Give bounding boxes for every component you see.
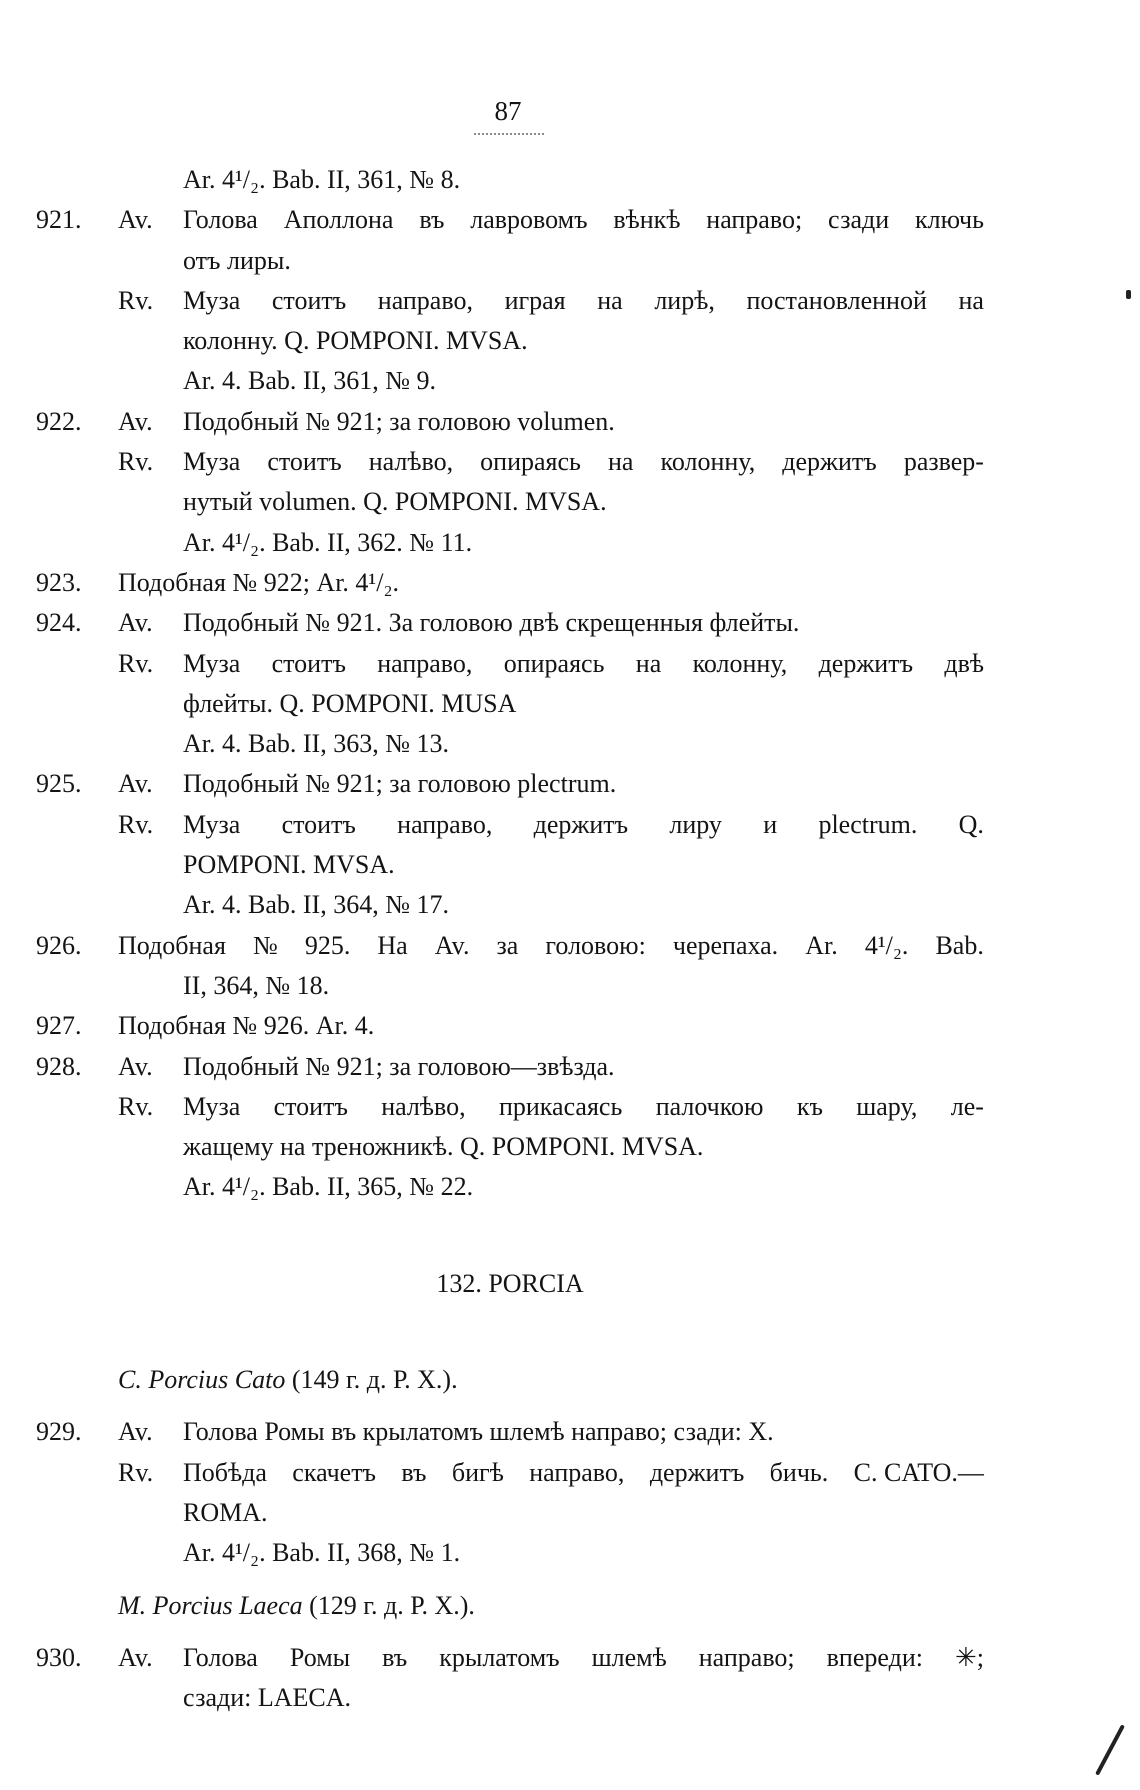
- coin-entries-block-2: [36, 1412, 984, 1573]
- entry-text: флейты. Q. POMPONI. MUSA: [183, 688, 517, 718]
- entry-line: [36, 361, 984, 401]
- word: C. CATO.—: [853, 1457, 984, 1487]
- word: впереди:: [826, 1642, 923, 1672]
- justified-text: [183, 805, 984, 845]
- entry-line: [36, 402, 984, 442]
- word: Муза: [183, 1091, 241, 1121]
- entry-text: нутый volumen. Q. POMPONI. MVSA.: [183, 487, 607, 517]
- entry-text: Подобный № 921; за головою—звѣзда.: [183, 1051, 615, 1081]
- word: направо;: [698, 1642, 795, 1672]
- side-label: Rv.: [118, 447, 154, 477]
- word: опираясь: [503, 648, 605, 678]
- word: стоитъ: [271, 648, 346, 678]
- moneyer-name: C. Porcius Cato: [118, 1365, 286, 1395]
- entry-text: отъ лиры.: [183, 245, 291, 275]
- entry-line: [36, 1638, 984, 1678]
- word: вѣнкѣ: [613, 205, 681, 235]
- entry-number: 924.: [36, 608, 82, 638]
- word: держитъ: [782, 447, 877, 477]
- word: держитъ: [818, 648, 914, 678]
- justified-text: [118, 926, 984, 966]
- entry-line: [36, 281, 984, 321]
- word: бичь.: [769, 1457, 829, 1487]
- entry-number: 928.: [36, 1051, 82, 1081]
- word: налѣво,: [368, 447, 454, 477]
- word: Подобная: [118, 930, 226, 960]
- word: прикасаясь: [498, 1091, 623, 1121]
- entry-number: 927.: [36, 1011, 82, 1041]
- entry-line: [36, 200, 984, 240]
- entry-line: [36, 805, 984, 845]
- entry-text: POMPONI. MVSA.: [183, 850, 395, 880]
- justified-text: [183, 644, 984, 684]
- entry-line: [36, 644, 984, 684]
- word: Аполлона: [283, 205, 394, 235]
- catalogue-text: [36, 160, 984, 1718]
- word: колонну,: [692, 648, 788, 678]
- entry-text: жащему на треножникѣ. Q. POMPONI. MVSA.: [183, 1132, 704, 1162]
- moneyer-dates: (129 г. д. Р. Х.).: [309, 1590, 475, 1620]
- entry-number: 925.: [36, 769, 82, 799]
- word: налѣво,: [381, 1091, 466, 1121]
- word: На: [377, 930, 408, 960]
- word: развер-: [903, 447, 984, 477]
- entry-text: сзади: LAECA.: [183, 1683, 352, 1713]
- side-label: Rv.: [118, 1091, 154, 1121]
- word: 925.: [304, 930, 351, 960]
- word: крылатомъ: [439, 1642, 560, 1672]
- word: направо;: [706, 205, 803, 235]
- entry-text: Подобный № 921; за головою volumen.: [183, 406, 615, 436]
- side-label: Rv.: [118, 285, 154, 315]
- justified-text: [183, 442, 984, 482]
- entry-number: 922.: [36, 406, 82, 436]
- entry-text: Ar. 4¹/₂. Bab. II, 361, № 8.: [183, 165, 461, 194]
- section-heading: 132. PORCIA: [436, 1268, 584, 1298]
- word: plectrum.: [818, 809, 918, 839]
- entry-line: [36, 966, 984, 1006]
- word: скачетъ: [292, 1457, 376, 1487]
- word: Ar.: [805, 930, 838, 960]
- side-label: Av.: [118, 769, 153, 799]
- word: Муза: [183, 285, 241, 315]
- word: палочкою: [655, 1091, 764, 1121]
- entry-text: Подобная № 926. Ar. 4.: [118, 1011, 375, 1041]
- entry-number: 930.: [36, 1642, 82, 1672]
- word: 4¹/₂.: [864, 930, 909, 960]
- word: на: [597, 285, 623, 315]
- entry-line: [36, 724, 984, 764]
- word: за: [496, 930, 519, 960]
- word: №: [252, 930, 278, 960]
- moneyer-name: M. Porcius Laeca: [118, 1590, 303, 1620]
- word: постановленной: [746, 285, 927, 315]
- word: двѣ: [944, 648, 984, 678]
- word: и: [763, 809, 778, 839]
- entry-text: II, 364, № 18.: [183, 970, 330, 1000]
- word: Q.: [958, 809, 984, 839]
- entry-line: [36, 523, 984, 563]
- entry-number: 921.: [36, 205, 82, 235]
- entry-line: [36, 1087, 984, 1127]
- entry-number: 929.: [36, 1417, 82, 1447]
- justified-text: [183, 1453, 984, 1493]
- word: стоитъ: [273, 1091, 348, 1121]
- word: Ромы: [289, 1642, 351, 1672]
- page-number-rule: [474, 133, 544, 135]
- justified-text: [183, 200, 984, 240]
- entry-number: 923.: [36, 567, 82, 597]
- side-label: Av.: [118, 205, 153, 235]
- word: играя: [504, 285, 566, 315]
- word: держитъ: [533, 809, 629, 839]
- entry-line: [36, 1412, 984, 1452]
- word: направо,: [529, 1457, 625, 1487]
- side-label: Rv.: [118, 648, 154, 678]
- entry-line: [36, 1453, 984, 1493]
- entry-text: ROMA.: [183, 1497, 268, 1527]
- word: къ: [796, 1091, 823, 1121]
- word: бигѣ: [451, 1457, 504, 1487]
- word: держитъ: [649, 1457, 745, 1487]
- word: головою:: [545, 930, 646, 960]
- entry-text: Голова Ромы въ крылатомъ шлемѣ направо; сзади: X.: [183, 1417, 774, 1447]
- word: Bab.: [935, 930, 984, 960]
- entry-line: [36, 160, 984, 200]
- word: въ: [401, 1457, 427, 1487]
- word: Побѣда: [183, 1457, 267, 1487]
- entry-line: [36, 442, 984, 482]
- word: шлемѣ: [591, 1642, 667, 1672]
- moneyer-line-laeca: [36, 1586, 984, 1626]
- word: Голова: [183, 205, 258, 235]
- side-label: Rv.: [118, 809, 154, 839]
- entry-text: Ar. 4¹/₂. Bab. II, 362. № 11.: [183, 527, 473, 557]
- side-label: Av.: [118, 406, 153, 436]
- margin-ink-dot: [1126, 290, 1131, 299]
- word: стоитъ: [271, 285, 347, 315]
- word: Муза: [183, 648, 241, 678]
- word: ключь: [915, 205, 984, 235]
- side-label: Av.: [118, 1642, 153, 1672]
- entry-line: [36, 1047, 984, 1087]
- justified-text: [183, 281, 984, 321]
- word: направо,: [397, 809, 493, 839]
- word: ле-: [950, 1091, 984, 1121]
- entry-text: Подобный № 921; за головою plectrum.: [183, 769, 617, 799]
- entry-text: Ar. 4. Bab. II, 361, № 9.: [183, 366, 437, 396]
- word: лирѣ,: [654, 285, 715, 315]
- word: ✳;: [954, 1642, 984, 1672]
- word: опираясь: [480, 447, 581, 477]
- entry-line: [36, 684, 984, 724]
- word: Муза: [183, 809, 241, 839]
- entry-line: [36, 1006, 984, 1046]
- entry-line: [36, 1493, 984, 1533]
- entry-text: Подобный № 921. За головою двѣ скрещенныя флейты.: [183, 608, 800, 638]
- word: Муза: [183, 447, 241, 477]
- entry-line: [36, 885, 984, 925]
- word: лавровомъ: [470, 205, 588, 235]
- entry-line: [36, 482, 984, 522]
- entry-line: [36, 563, 984, 603]
- word: Голова: [183, 1642, 258, 1672]
- entry-text: Ar. 4. Bab. II, 363, № 13.: [183, 729, 450, 759]
- word: шару,: [856, 1091, 918, 1121]
- word: сзади: [828, 205, 890, 235]
- entry-number: 926.: [36, 930, 82, 960]
- entry-line: [36, 845, 984, 885]
- justified-text: [183, 1638, 984, 1678]
- word: колонну,: [660, 447, 756, 477]
- moneyer-line-cato: [36, 1360, 984, 1400]
- moneyer-dates: (149 г. д. Р. Х.).: [291, 1365, 458, 1395]
- word: направо,: [377, 285, 473, 315]
- entry-text: Ar. 4. Bab. II, 364, № 17.: [183, 890, 450, 920]
- entry-text: колонну. Q. POMPONI. MVSA.: [183, 326, 528, 356]
- page-number: 87: [494, 96, 522, 126]
- word: черепаха.: [672, 930, 779, 960]
- entry-text: Ar. 4¹/₂. Bab. II, 368, № 1.: [183, 1538, 461, 1568]
- entry-line: [36, 241, 984, 281]
- entry-line: [36, 1533, 984, 1573]
- side-label: Rv.: [118, 1457, 154, 1487]
- entry-line: [36, 926, 984, 966]
- word: лиру: [669, 809, 722, 839]
- entry-line: [36, 1167, 984, 1207]
- word: въ: [419, 205, 445, 235]
- side-label: Av.: [118, 608, 153, 638]
- word: Av.: [434, 930, 470, 960]
- margin-pen-mark: [1095, 1724, 1125, 1775]
- word: на: [958, 285, 984, 315]
- coin-entries-block-3: [36, 1638, 984, 1719]
- word: стоитъ: [281, 809, 356, 839]
- word: направо,: [377, 648, 473, 678]
- entry-line: [36, 1127, 984, 1167]
- coin-entries-block-1: [36, 160, 984, 1208]
- entry-line: [36, 603, 984, 643]
- entry-line: [36, 321, 984, 361]
- justified-text: [183, 1087, 984, 1127]
- word: на: [607, 447, 634, 477]
- side-label: Av.: [118, 1417, 153, 1447]
- entry-text: Подобная № 922; Ar. 4¹/₂.: [118, 567, 400, 597]
- side-label: Av.: [118, 1051, 153, 1081]
- word: въ: [382, 1642, 408, 1672]
- word: на: [635, 648, 662, 678]
- word: стоитъ: [267, 447, 342, 477]
- entry-text: Ar. 4¹/₂. Bab. II, 365, № 22.: [183, 1172, 474, 1202]
- entry-line: [36, 764, 984, 804]
- entry-line: [36, 1678, 984, 1718]
